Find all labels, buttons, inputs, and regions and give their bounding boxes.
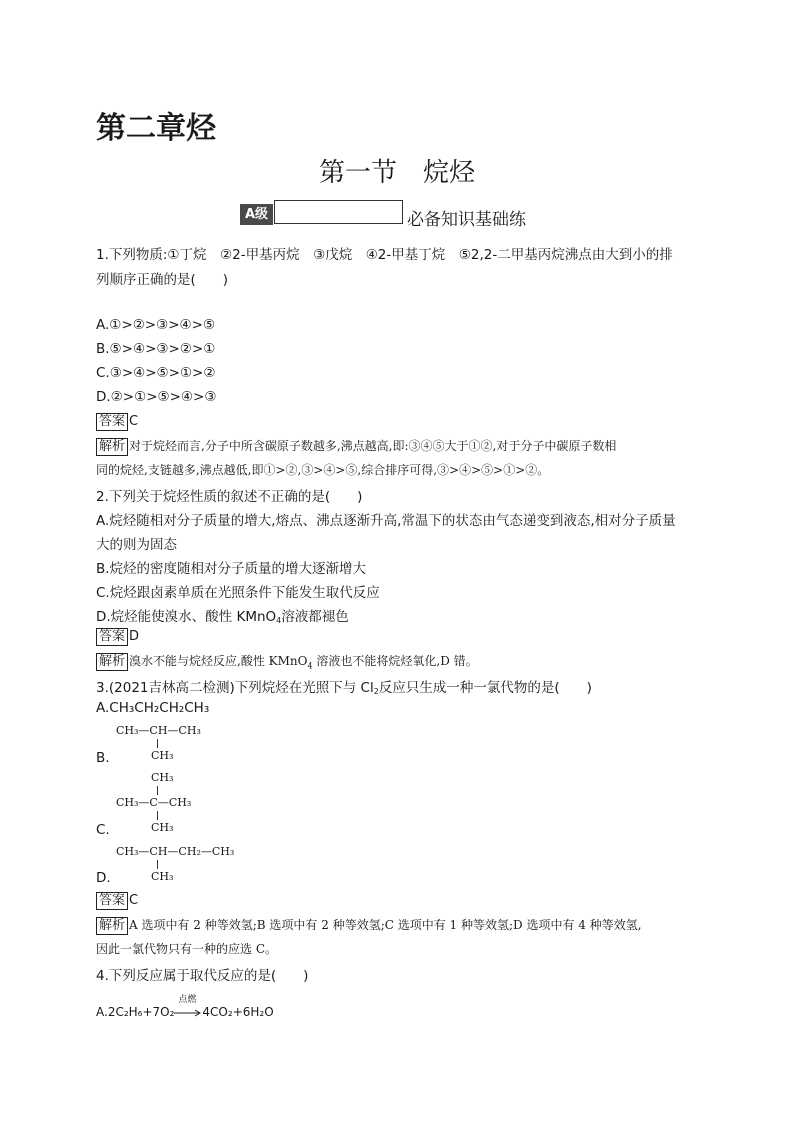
answer-tag: 答案 [96,628,128,646]
analysis-tag: 解析 [96,653,128,671]
q3-c-bottom-branch: CH₃ [151,821,174,834]
q2-answer [96,628,139,646]
reaction-condition: 点燃 [178,994,197,1005]
q2-option-d [96,605,349,625]
q3-b-bond [157,739,158,748]
q3-option-d-label: D. [96,870,111,886]
q2-option-d-subscript: 4 [276,616,282,625]
section-name: 烷烃 [423,158,476,188]
q3-c-bottom-bond [157,811,158,820]
q1-analysis-line2: 同的烷烃,支链越多,沸点越低,即①>②,③>④>⑤,综合排序可得,③>④>⑤>①>②。 [96,463,550,477]
q3-b-branch: CH₃ [151,749,174,762]
q4-option-a-reactants: A.2C₂H₆+7O₂ [96,1005,175,1019]
q3-answer [96,892,138,910]
q3-c-top-bond [157,786,158,795]
q3-c-top-branch: CH₃ [151,771,174,784]
q3-d-branch: CH₃ [151,870,174,883]
q4-option-a-products: 4CO₂+6H₂O [202,1005,274,1019]
grade-score-box [274,200,403,224]
q1-option-c: C.③>④>⑤>①>② [96,365,216,381]
q2-option-a-line2: 大的则为固态 [96,537,177,553]
q1-answer [96,413,138,431]
q1-analysis-line1 [96,437,616,456]
q3-c-main-chain: CH₃—C—CH₃ [116,796,192,809]
q3-b-main-chain: CH₃—CH—CH₃ [116,724,201,737]
analysis-tag: 解析 [96,438,128,456]
reaction-arrow [174,994,202,1020]
q2-analysis-text-end: 溶液也不能将烷烃氧化,D 错。 [312,654,478,668]
q3-analysis-line1 [96,916,642,935]
q3-analysis-text1: A 选项中有 2 种等效氢;B 选项中有 2 种等效氢;C 选项中有 1 种等效氢;D 选项中有 4 种等效氢, [129,918,642,932]
answer-tag: 答案 [96,413,128,431]
q3-d-main-chain: CH₃—CH—CH₂—CH₃ [116,845,235,858]
q2-option-c: C.烷烃跟卤素单质在光照条件下能发生取代反应 [96,585,380,601]
q2-answer-value: D [129,629,140,644]
q2-analysis [96,652,478,671]
q4-stem: 4.下列反应属于取代反应的是( ) [96,968,309,984]
q2-analysis-text: 溴水不能与烷烃反应,酸性 KMnO [129,654,308,668]
q1-option-b: B.⑤>④>③>②>① [96,341,216,357]
q3-stem [96,676,592,696]
chapter-title: 第二章烃 [96,111,216,146]
q2-option-a-line1: A.烷烃随相对分子质量的增大,熔点、沸点逐渐升高,常温下的状态由气态递变到液态,相对分子质量 [96,513,676,529]
q1-analysis-text1: 对于烷烃而言,分子中所含碳原子数越多,沸点越高,即:③④⑤大于①②,对于分子中碳原子数相 [129,439,617,453]
q1-stem-line1: 1.下列物质:①丁烷 ②2-甲基丙烷 ③戊烷 ④2-甲基丁烷 ⑤2,2-二甲基丙烷沸点由大到小的排 [96,247,673,263]
q3-option-a: A.CH₃CH₂CH₂CH₃ [96,700,210,716]
q3-analysis-line2: 因此一氯代物只有一种的应选 C。 [96,942,277,956]
section-title [0,152,794,189]
q3-d-bond [157,860,158,869]
q2-option-b: B.烷烃的密度随相对分子质量的增大逐渐增大 [96,561,367,577]
q3-option-b-label: B. [96,750,110,766]
q3-option-c-label: C. [96,822,110,838]
q3-stem-text: 3.(2021吉林高二检测)下列烷烃在光照下与 Cl [96,680,374,696]
section-number: 第一节 [318,158,397,188]
q2-analysis-subscript: 4 [307,661,313,671]
q1-option-d: D.②>①>⑤>④>③ [96,389,217,405]
grade-badge: A级 [240,204,273,225]
grade-title: 必备知识基础练 [407,210,526,230]
analysis-tag: 解析 [96,917,128,935]
q2-stem: 2.下列关于烷烃性质的叙述不正确的是( ) [96,489,363,505]
q3-stem-text-end: 反应只生成一种一氯代物的是( ) [378,680,592,696]
q4-option-a [96,994,274,1020]
q2-option-d-text: D.烷烃能使溴水、酸性 KMnO [96,609,277,625]
q1-stem-line2: 列顺序正确的是( ) [96,272,229,288]
arrow-icon [174,1009,202,1017]
q1-answer-value: C [129,414,139,429]
q1-option-a: A.①>②>③>④>⑤ [96,317,216,333]
q3-answer-value: C [129,893,139,908]
answer-tag: 答案 [96,892,128,910]
q2-option-d-text-end: 溶液都褪色 [281,609,349,625]
q3-stem-subscript: 2 [373,687,379,696]
